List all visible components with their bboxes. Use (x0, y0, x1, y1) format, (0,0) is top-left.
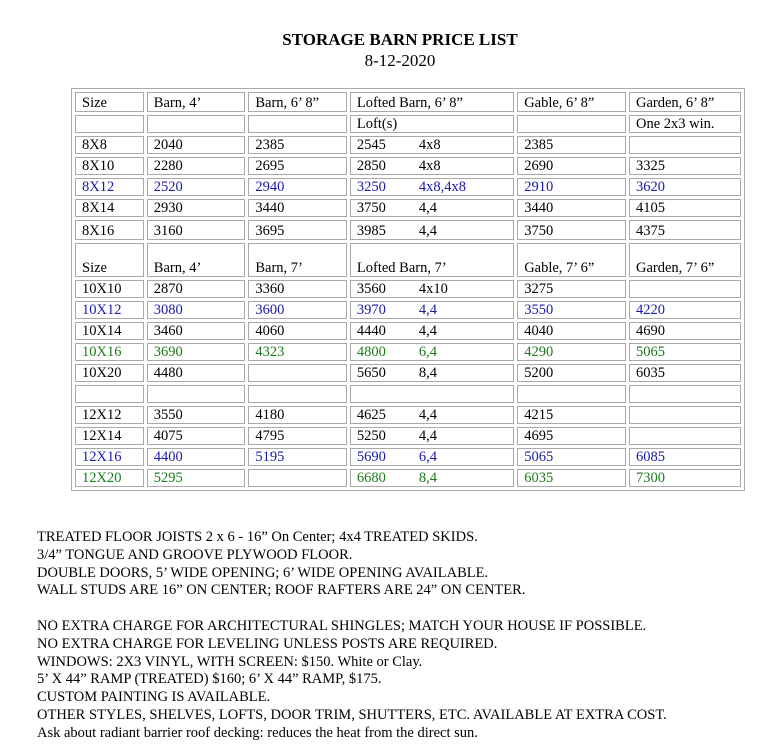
price-cell: 3360 (248, 280, 347, 298)
subheader-cell (248, 115, 347, 133)
lofted-cell (350, 364, 514, 382)
empty-cell (75, 385, 144, 403)
header-row (75, 243, 741, 277)
loft-size: 4,4 (418, 407, 438, 423)
table-row (75, 448, 741, 466)
loft-size: 4,4 (418, 428, 438, 444)
lofted-cell (350, 178, 514, 196)
table-row (75, 301, 741, 319)
construction-notes (37, 529, 777, 600)
price-cell: 2690 (517, 157, 626, 175)
price-cell: 5195 (248, 448, 347, 466)
size-cell: 10X10 (75, 280, 144, 298)
price-cell: 4180 (248, 406, 347, 424)
price-cell: 2930 (147, 199, 246, 217)
price-cell: 6035 (517, 469, 626, 487)
header-cell: Barn, 4’ (147, 243, 246, 277)
price-cell: 7300 (629, 469, 741, 487)
price-cell: 3550 (517, 301, 626, 319)
price-cell: 5295 (147, 469, 246, 487)
note-line: 5’ X 44” RAMP (TREATED) $160; 6’ X 44” RAMP, $175. (37, 671, 382, 688)
price-cell: 4290 (517, 343, 626, 361)
price-cell: 2870 (147, 280, 246, 298)
loft-size: 8,4 (418, 470, 438, 486)
price-table (71, 88, 745, 491)
table-row (75, 178, 741, 196)
price-cell: 3325 (629, 157, 741, 175)
subheader-cell: Loft(s) (350, 115, 514, 133)
empty-cell (248, 385, 347, 403)
lofted-price: 4800 (356, 344, 386, 360)
price-cell: 4060 (248, 322, 347, 340)
subheader-cell: One 2x3 win. (629, 115, 741, 133)
lofted-price: 3250 (356, 179, 386, 195)
loft-size: 4x8 (418, 137, 441, 153)
note-line: OTHER STYLES, SHELVES, LOFTS, DOOR TRIM, SHUTTERS, ETC. AVAILABLE AT EXTRA COST. (37, 706, 667, 723)
size-cell: 8X16 (75, 220, 144, 240)
price-cell: 3160 (147, 220, 246, 240)
lofted-price: 6680 (356, 470, 386, 486)
loft-size: 4x8,4x8 (418, 179, 467, 195)
price-cell: 5065 (517, 448, 626, 466)
size-cell: 10X16 (75, 343, 144, 361)
lofted-price: 3985 (356, 223, 386, 239)
lofted-price: 3970 (356, 302, 386, 318)
note-line: CUSTOM PAINTING IS AVAILABLE. (37, 689, 271, 706)
lofted-price: 2545 (356, 137, 386, 153)
price-cell: 4105 (629, 199, 741, 217)
lofted-price: 5650 (356, 365, 386, 381)
size-cell: 12X16 (75, 448, 144, 466)
price-cell: 4400 (147, 448, 246, 466)
table-row (75, 427, 741, 445)
subheader-cell (75, 115, 144, 133)
price-cell: 4040 (517, 322, 626, 340)
table-row (75, 220, 741, 240)
price-cell: 3275 (517, 280, 626, 298)
subheader-cell (147, 115, 246, 133)
header-cell: Gable, 6’ 8” (517, 92, 626, 112)
price-cell (629, 427, 741, 445)
size-cell: 8X8 (75, 136, 144, 154)
table-row (75, 157, 741, 175)
header-cell: Garden, 6’ 8” (629, 92, 741, 112)
size-cell: 8X12 (75, 178, 144, 196)
table-row (75, 199, 741, 217)
spacer-row (75, 385, 741, 403)
loft-size: 6,4 (418, 449, 438, 465)
price-cell: 3550 (147, 406, 246, 424)
price-cell: 2040 (147, 136, 246, 154)
loft-size: 4,4 (418, 323, 438, 339)
lofted-price: 5250 (356, 428, 386, 444)
lofted-cell (350, 301, 514, 319)
note-line: NO EXTRA CHARGE FOR ARCHITECTURAL SHINGLES; MATCH YOUR HOUSE IF POSSIBLE. (37, 618, 647, 634)
subheader-row (75, 115, 741, 133)
loft-size: 4x8 (418, 158, 441, 174)
header-cell: Size (75, 243, 144, 277)
table-row (75, 469, 741, 487)
price-cell: 3600 (248, 301, 347, 319)
header-cell: Size (75, 92, 144, 112)
lofted-cell (350, 322, 514, 340)
price-cell: 4075 (147, 427, 246, 445)
price-cell: 4480 (147, 364, 246, 382)
empty-cell (350, 385, 514, 403)
price-cell: 2385 (248, 136, 347, 154)
price-cell: 4375 (629, 220, 741, 240)
size-cell: 10X20 (75, 364, 144, 382)
subheader-cell (517, 115, 626, 133)
price-cell: 4215 (517, 406, 626, 424)
price-cell: 3695 (248, 220, 347, 240)
note-line: 3/4” TONGUE AND GROOVE PLYWOOD FLOOR. (37, 546, 353, 563)
price-cell: 6085 (629, 448, 741, 466)
lofted-cell (350, 199, 514, 217)
price-cell: 2280 (147, 157, 246, 175)
price-cell: 3440 (248, 199, 347, 217)
loft-size: 6,4 (418, 344, 438, 360)
price-cell: 2695 (248, 157, 347, 175)
note-line: Ask about radiant barrier roof decking: reduces the heat from the direct sun. (37, 724, 478, 741)
table-row (75, 406, 741, 424)
size-cell: 8X14 (75, 199, 144, 217)
size-cell: 12X14 (75, 427, 144, 445)
document-title: STORAGE BARN PRICE LIST (282, 30, 518, 49)
loft-size: 4,4 (418, 200, 438, 216)
loft-size: 8,4 (418, 365, 438, 381)
table-row (75, 343, 741, 361)
note-line: NO EXTRA CHARGE FOR LEVELING UNLESS POSTS ARE REQUIRED. (37, 635, 498, 652)
lofted-price: 3560 (356, 281, 386, 297)
price-cell: 4220 (629, 301, 741, 319)
empty-cell (629, 385, 741, 403)
size-cell: 12X12 (75, 406, 144, 424)
price-cell (248, 364, 347, 382)
header-cell: Barn, 4’ (147, 92, 246, 112)
table-row (75, 322, 741, 340)
lofted-cell (350, 406, 514, 424)
price-cell (629, 280, 741, 298)
empty-cell (147, 385, 246, 403)
header-cell: Lofted Barn, 6’ 8” (350, 92, 514, 112)
size-cell: 10X12 (75, 301, 144, 319)
price-cell: 3690 (147, 343, 246, 361)
lofted-price: 2850 (356, 158, 386, 174)
header-cell: Barn, 6’ 8” (248, 92, 347, 112)
lofted-cell (350, 343, 514, 361)
lofted-cell (350, 448, 514, 466)
loft-size: 4,4 (418, 302, 438, 318)
lofted-cell (350, 469, 514, 487)
header-cell: Gable, 7’ 6” (517, 243, 626, 277)
lofted-cell (350, 280, 514, 298)
price-cell: 2385 (517, 136, 626, 154)
table-row (75, 280, 741, 298)
size-cell: 8X10 (75, 157, 144, 175)
empty-cell (517, 385, 626, 403)
note-line: TREATED FLOOR JOISTS 2 x 6 - 16” On Center; 4x4 TREATED SKIDS. (37, 529, 478, 545)
lofted-price: 3750 (356, 200, 386, 216)
price-cell: 3750 (517, 220, 626, 240)
price-cell: 3440 (517, 199, 626, 217)
price-cell: 2520 (147, 178, 246, 196)
lofted-cell (350, 157, 514, 175)
header-row (75, 92, 741, 112)
note-line: WINDOWS: 2X3 VINYL, WITH SCREEN: $150. White or Clay. (37, 653, 423, 670)
lofted-price: 5690 (356, 449, 386, 465)
price-cell: 5200 (517, 364, 626, 382)
table-row (75, 136, 741, 154)
header-cell: Lofted Barn, 7’ (350, 243, 514, 277)
lofted-cell (350, 136, 514, 154)
options-notes (37, 618, 777, 743)
table-row (75, 364, 741, 382)
lofted-cell (350, 427, 514, 445)
note-line: WALL STUDS ARE 16” ON CENTER; ROOF RAFTERS ARE 24” ON CENTER. (37, 582, 526, 599)
price-cell: 2940 (248, 178, 347, 196)
loft-size: 4,4 (418, 223, 438, 239)
price-cell: 4695 (517, 427, 626, 445)
price-cell: 5065 (629, 343, 741, 361)
size-cell: 10X14 (75, 322, 144, 340)
price-cell: 6035 (629, 364, 741, 382)
price-cell: 3620 (629, 178, 741, 196)
loft-size: 4x10 (418, 281, 448, 297)
price-cell (629, 136, 741, 154)
size-cell: 12X20 (75, 469, 144, 487)
price-cell: 3080 (147, 301, 246, 319)
price-cell: 4690 (629, 322, 741, 340)
note-line: DOUBLE DOORS, 5’ WIDE OPENING; 6’ WIDE OPENING AVAILABLE. (37, 564, 489, 581)
header-cell: Garden, 7’ 6” (629, 243, 741, 277)
lofted-price: 4625 (356, 407, 386, 423)
lofted-price: 4440 (356, 323, 386, 339)
header-cell: Barn, 7’ (248, 243, 347, 277)
price-cell: 4795 (248, 427, 347, 445)
price-cell: 3460 (147, 322, 246, 340)
price-cell: 4323 (248, 343, 347, 361)
document-date: 8-12-2020 (364, 51, 436, 70)
price-cell (629, 406, 741, 424)
price-cell: 2910 (517, 178, 626, 196)
price-cell (248, 469, 347, 487)
lofted-cell (350, 220, 514, 240)
